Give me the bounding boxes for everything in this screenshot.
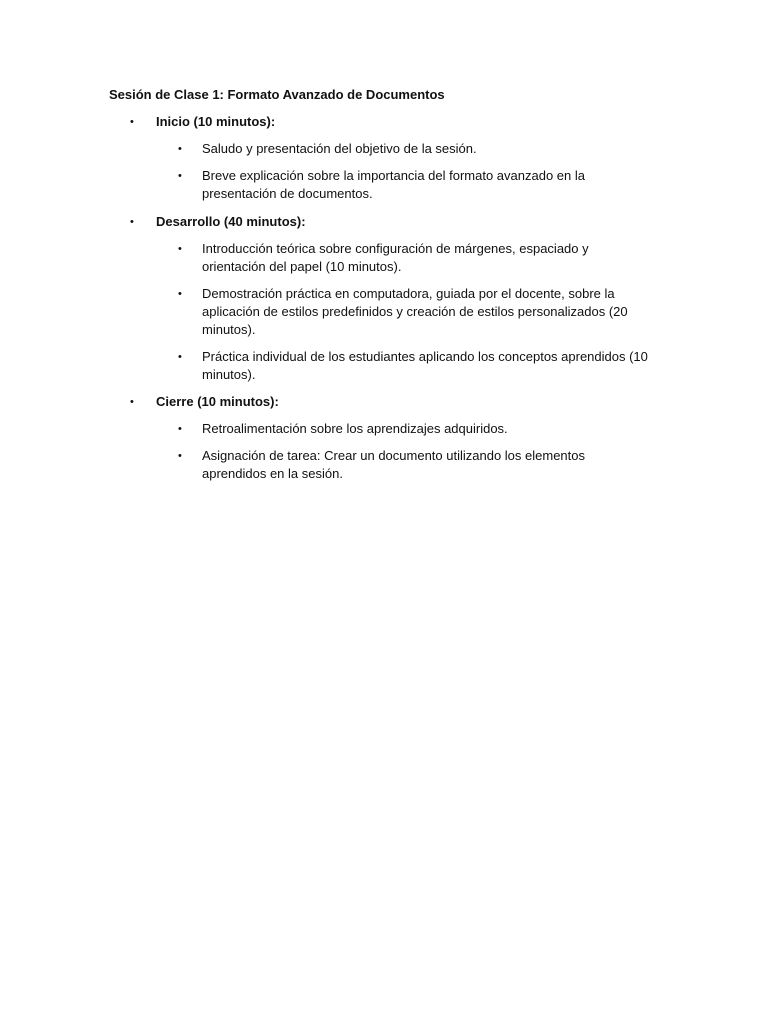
list-item — [178, 167, 648, 203]
bullet-icon: • — [178, 288, 182, 300]
list-item — [178, 420, 648, 438]
section-inicio — [130, 113, 670, 201]
section-label: Cierre (10 minutos): — [156, 394, 279, 409]
bullet-icon: • — [178, 243, 182, 255]
section-cierre — [130, 393, 670, 481]
bullet-icon: • — [130, 216, 134, 228]
list-item-text: Demostración práctica en computadora, guiada por el docente, sobre la aplicación de estilos predefinidos y creación de estilos personalizados (20 minutos). — [202, 286, 628, 337]
list-item-text: Retroalimentación sobre los aprendizajes adquiridos. — [202, 421, 508, 436]
section-label: Desarrollo (40 minutos): — [156, 214, 306, 229]
section-heading — [130, 393, 670, 411]
list-item — [178, 140, 648, 158]
bullet-icon: • — [130, 116, 134, 128]
list-item-text: Breve explicación sobre la importancia del formato avanzado en la presentación de documentos. — [202, 168, 585, 201]
document-title: Sesión de Clase 1: Formato Avanzado de Documentos — [109, 87, 445, 102]
bullet-icon: • — [178, 450, 182, 462]
list-item-text: Introducción teórica sobre configuración de márgenes, espaciado y orientación del papel (10 minutos). — [202, 241, 589, 274]
list-item-text: Práctica individual de los estudiantes aplicando los conceptos aprendidos (10 minutos). — [202, 349, 648, 382]
bullet-icon: • — [178, 351, 182, 363]
section-heading — [130, 213, 670, 231]
bullet-icon: • — [178, 423, 182, 435]
bullet-icon: • — [178, 170, 182, 182]
list-item-text: Saludo y presentación del objetivo de la sesión. — [202, 141, 477, 156]
section-heading — [130, 113, 670, 131]
section-desarrollo — [130, 213, 670, 382]
list-item — [178, 285, 648, 339]
list-item — [178, 447, 648, 483]
section-label: Inicio (10 minutos): — [156, 114, 276, 129]
bullet-icon: • — [130, 396, 134, 408]
list-item — [178, 240, 648, 276]
list-item — [178, 348, 648, 384]
list-item-text: Asignación de tarea: Crear un documento utilizando los elementos aprendidos en la sesión. — [202, 448, 586, 481]
bullet-icon: • — [178, 143, 182, 155]
